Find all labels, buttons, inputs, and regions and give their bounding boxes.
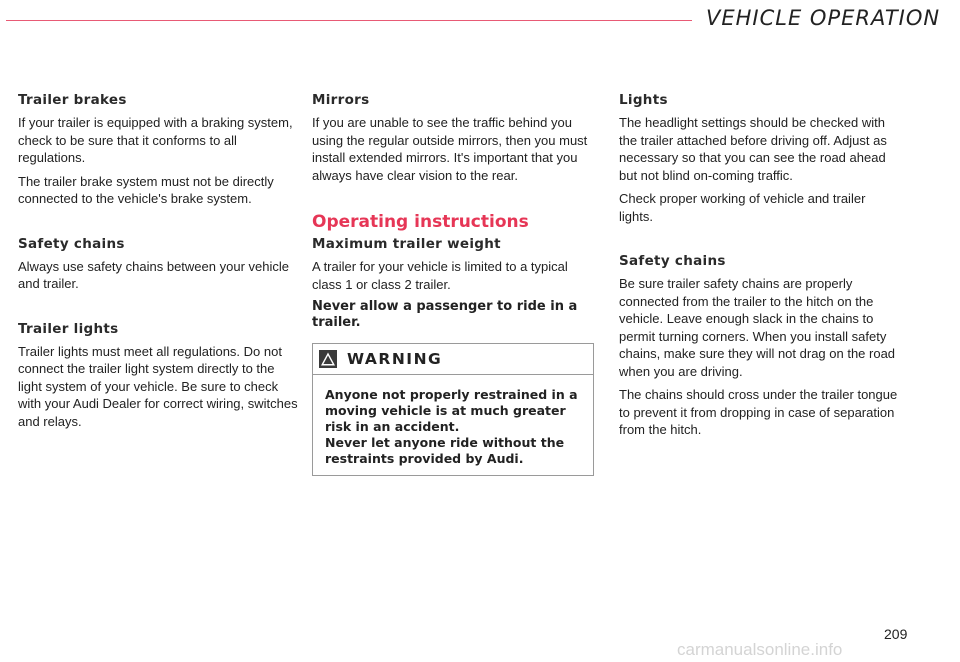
column-middle	[312, 92, 600, 476]
passenger-note: Never allow a passenger to ride in a trailer.	[312, 299, 578, 330]
warning-header	[313, 344, 593, 375]
heading-mirrors: Mirrors	[312, 92, 370, 108]
page-number: 209	[884, 626, 908, 642]
column-left	[18, 92, 300, 436]
paragraph: Be sure trailer safety chains are properly connected from the trailer to the hitch on the vehicle. Leave enough slack in the chains to permit turning corners. When you install safety chains, make sure they will not drag on the road when you are driving.	[619, 276, 896, 379]
paragraph: The trailer brake system must not be directly connected to the vehicle's brake system.	[18, 173, 274, 206]
warning-text: Never let anyone ride without the restraints provided by Audi.	[325, 435, 565, 466]
heading-operating-instructions: Operating instructions	[312, 212, 529, 232]
watermark: carmanualsonline.info	[677, 640, 843, 659]
heading-lights: Lights	[619, 92, 668, 108]
paragraph: Always use safety chains between your vehicle and trailer.	[18, 258, 289, 291]
paragraph: The headlight settings should be checked with the trailer attached before driving off. Adjust as necessary so that you can see the road ahead but not blind on-coming traffic.	[619, 115, 887, 183]
warning-label: WARNING	[347, 350, 443, 368]
heading-trailer-brakes: Trailer brakes	[18, 92, 127, 108]
header-rule	[6, 20, 692, 21]
warning-box	[312, 343, 594, 476]
heading-safety-chains: Safety chains	[18, 235, 125, 252]
paragraph: The chains should cross under the trailer tongue to prevent it from dropping in case of separation from the hitch.	[619, 387, 898, 437]
paragraph: Check proper working of vehicle and trailer lights.	[619, 191, 866, 224]
heading-maximum-trailer-weight: Maximum trailer weight	[312, 236, 501, 252]
section-title: VEHICLE OPERATION	[706, 6, 941, 30]
warning-text: Anyone not properly restrained in a moving vehicle is at much greater risk in an accident.	[325, 387, 578, 434]
heading-trailer-lights: Trailer lights	[18, 320, 119, 337]
paragraph: A trailer for your vehicle is limited to a typical class 1 or class 2 trailer.	[312, 259, 568, 292]
heading-safety-chains-right: Safety chains	[619, 253, 726, 269]
paragraph: If you are unable to see the traffic behind you using the regular outside mirrors, then you must install extended mirrors. It's important that you always have clear vision to the rear.	[312, 115, 588, 183]
warning-triangle-icon	[319, 350, 337, 368]
warning-body	[313, 375, 593, 475]
column-right	[619, 92, 901, 445]
paragraph: If your trailer is equipped with a braking system, check to be sure that it conforms to all regulations.	[18, 115, 293, 165]
paragraph: Trailer lights must meet all regulations. Do not connect the trailer light system directly to the light system of your vehicle. Be sure to check with your Audi Dealer for correct wiring, switches and relays.	[18, 343, 298, 429]
